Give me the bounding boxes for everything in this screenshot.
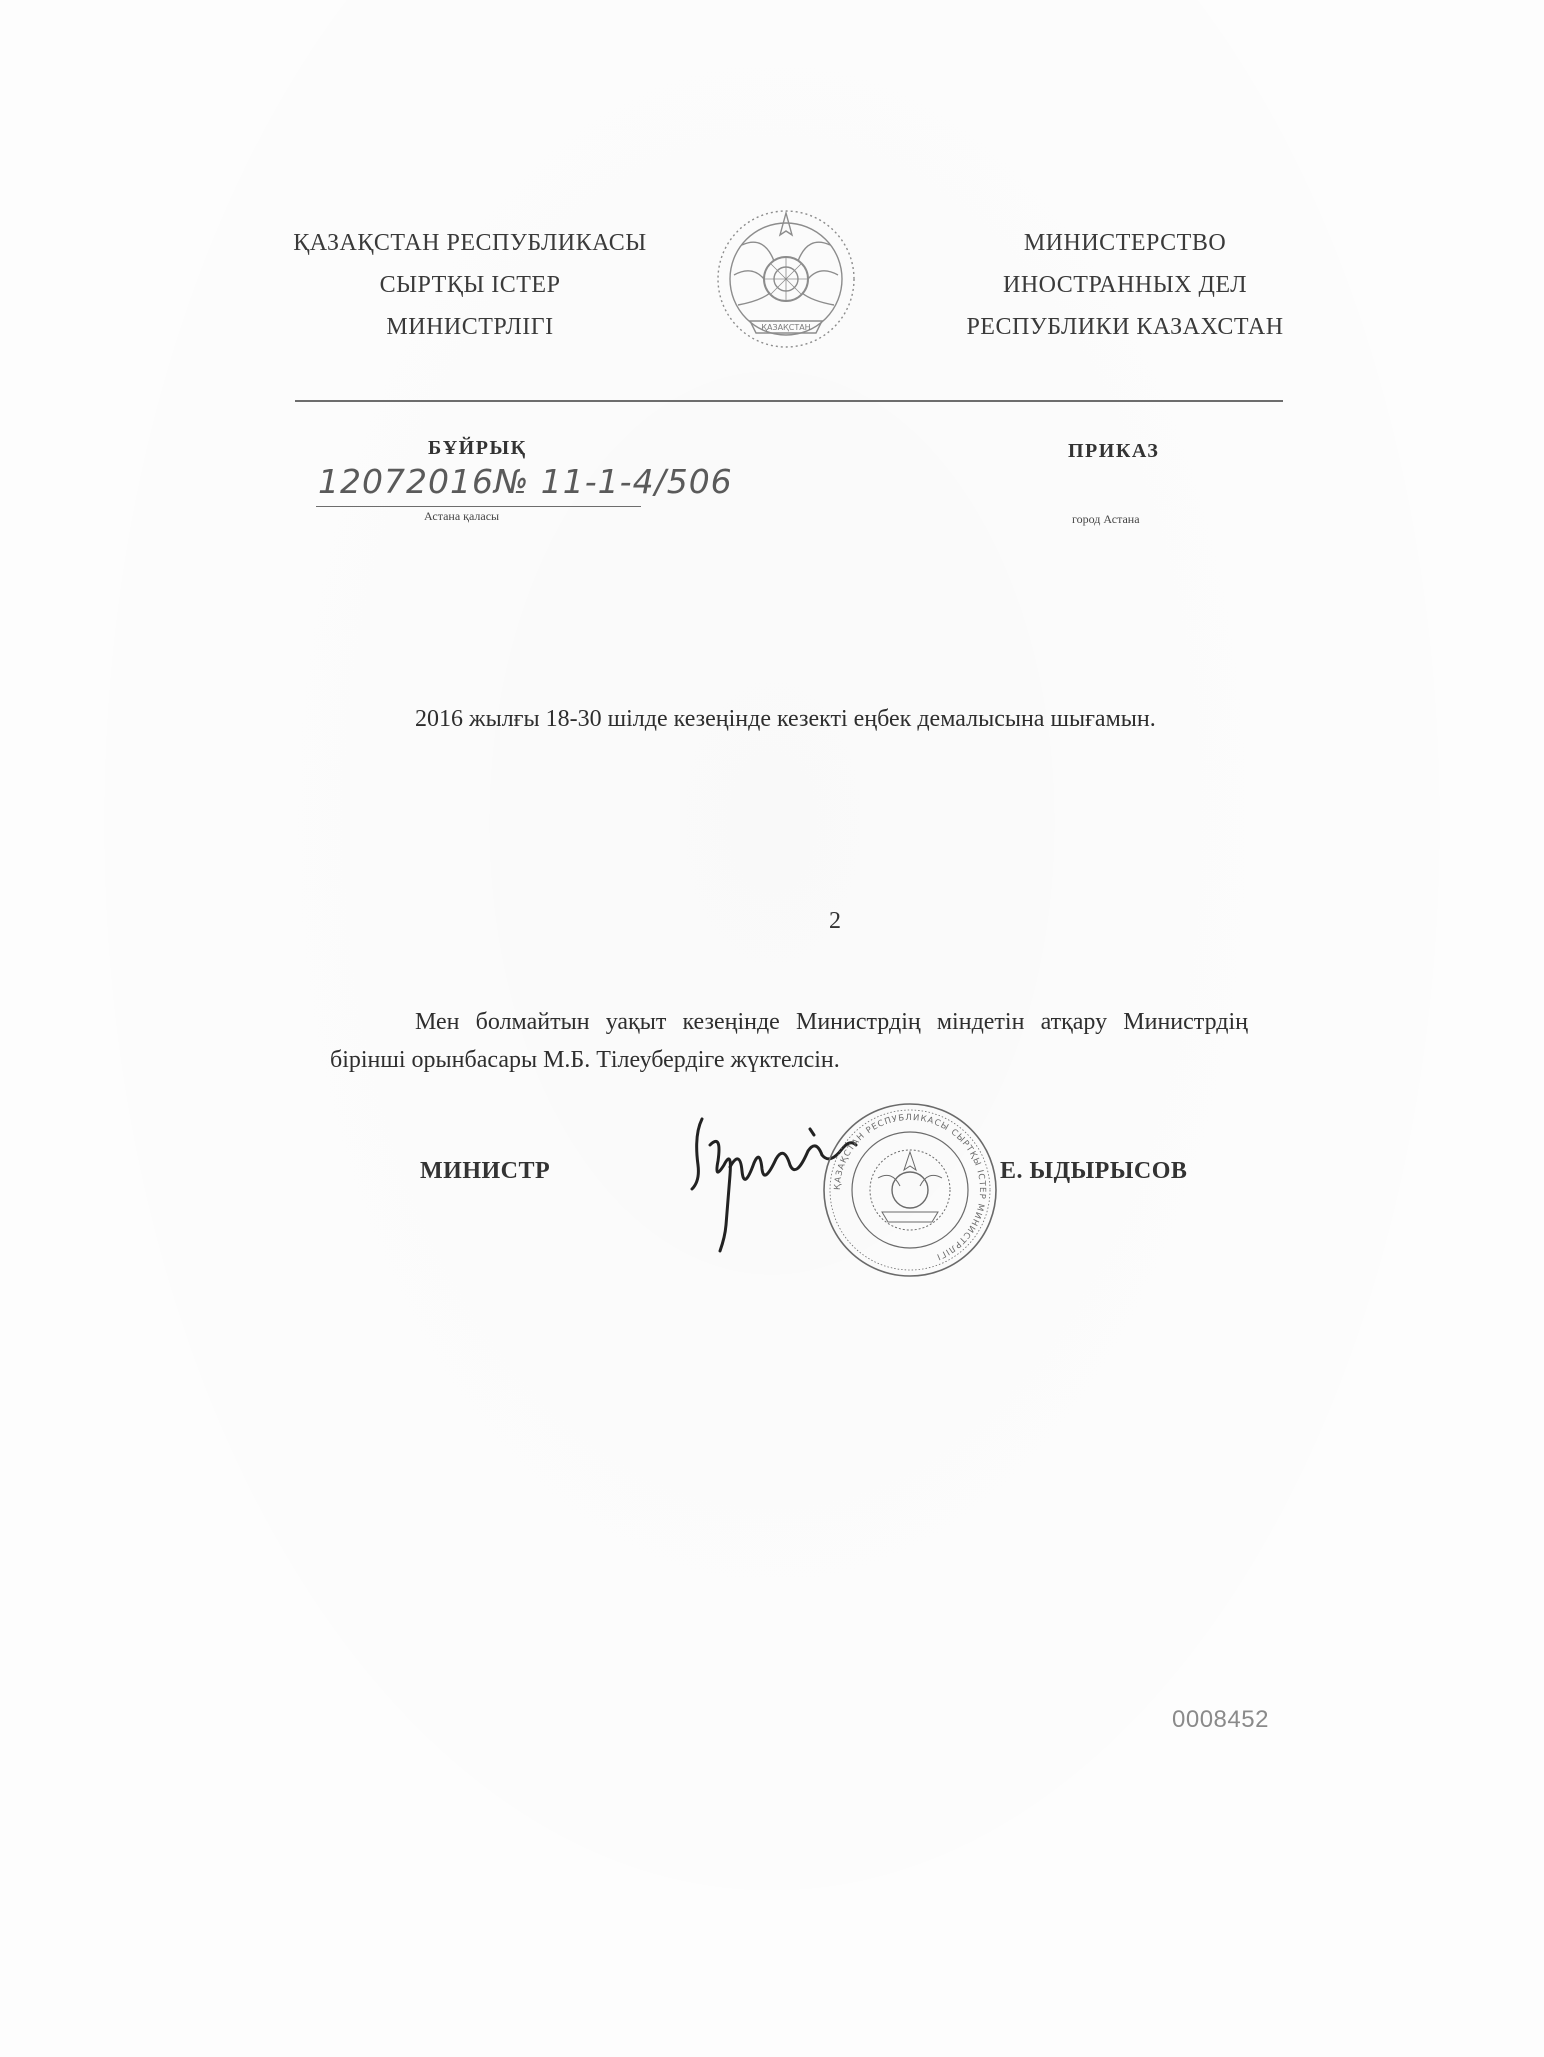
signatory-role: МИНИСТР (420, 1158, 551, 1184)
order-title-kz: БҰЙРЫҚ (428, 437, 527, 459)
item-number: 2 (829, 908, 841, 934)
header-kz-line-3: МИНИСТРЛІГІ (386, 314, 554, 340)
registration-underline (316, 506, 641, 507)
place-kz: Астана қаласы (424, 509, 500, 523)
body-paragraph-1: 2016 жылғы 18-30 шілде кезеңінде кезекті еңбек демалысына шығамын. (415, 706, 1156, 732)
body-paragraph-2: Мен болмайтын уақыт кезеңінде Министрдің міндетін атқару Министрдің бірінші орынбасары М.Б. Тілеубердіге жүктелсін. (330, 1009, 1248, 1073)
state-emblem-icon (712, 205, 860, 353)
place-ru: город Астана (1072, 512, 1140, 526)
registration-number: 12072016№ 11-1-4/506 (318, 462, 733, 501)
serial-number: 0008452 (1172, 1706, 1269, 1733)
header-kz-line-2: СЫРТҚЫ ІСТЕР (379, 272, 561, 298)
order-title-ru: ПРИКАЗ (1068, 440, 1160, 462)
header-kz-line-1: ҚАЗАҚСТАН РЕСПУБЛИКАСЫ (293, 230, 647, 256)
header-ru-line-1: МИНИСТЕРСТВО (1023, 230, 1227, 256)
header-ru-line-3: РЕСПУБЛИКИ КАЗАХСТАН (966, 314, 1284, 340)
header-kazakh (290, 222, 650, 348)
official-seal-icon (820, 1100, 1000, 1280)
svg-text:ҚАЗАҚСТАН: ҚАЗАҚСТАН (761, 323, 811, 332)
svg-text:ҚАЗАҚСТАН РЕСПУБЛИКАСЫ СЫРТҚЫ: ҚАЗАҚСТАН РЕСПУБЛИКАСЫ СЫРТҚЫ ІСТЕР МИНИСТРЛІГІ (832, 1112, 988, 1262)
signatory-name: Е. ЫДЫРЫСОВ (1000, 1158, 1188, 1184)
header-ru-line-2: ИНОСТРАННЫХ ДЕЛ (1003, 272, 1247, 298)
header-divider (295, 400, 1283, 402)
header-russian (925, 222, 1325, 348)
